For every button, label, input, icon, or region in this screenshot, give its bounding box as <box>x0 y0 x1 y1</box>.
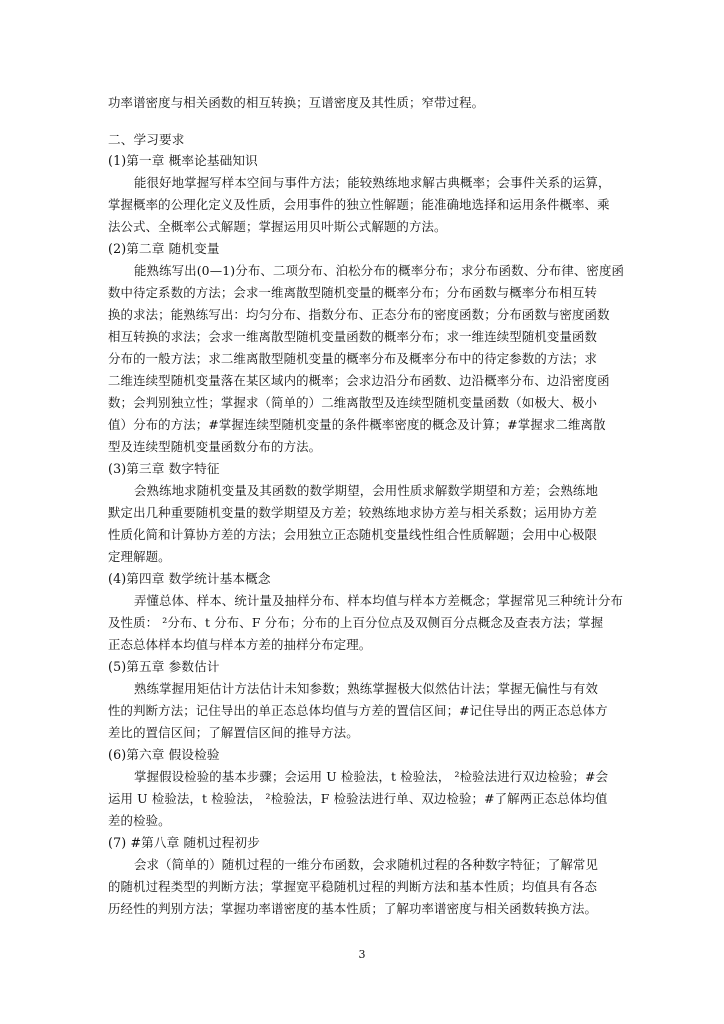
paragraph-line: 差的检验。 <box>108 813 171 828</box>
paragraph-line: 会求（简单的）随机过程的一维分布函数，会求随机过程的各种数字特征；了解常见 <box>134 857 599 872</box>
paragraph-line: 能熟练写出(0—1)分布、二项分布、泊松分布的概率分布；求分布函数、分布律、密度函 <box>134 263 625 278</box>
chapter-2-heading: (2)第二章 随机变量 <box>108 241 220 256</box>
paragraph-line: 的随机过程类型的判断方法；掌握宽平稳随机过程的判断方法和基本性质；均值具有各态 <box>108 879 598 894</box>
chapter-4-heading: (4)第四章 数学统计基本概念 <box>108 571 271 586</box>
page-number: 3 <box>358 948 366 961</box>
paragraph-line: 法公式、全概率公式解题；掌握运用贝叶斯公式解题的方法。 <box>108 219 447 234</box>
paragraph-line: 数中待定系数的方法；会求一维离散型随机变量的概率分布；分布函数与概率分布相互转 <box>108 285 598 300</box>
paragraph-line: 历经性的判别方法；掌握功率谱密度的基本性质；了解功率谱密度与相关函数转换方法。 <box>108 901 598 916</box>
paragraph-line: 定理解题。 <box>108 549 171 564</box>
paragraph-line: 掌握概率的公理化定义及性质，会用事件的独立性解题；能准确地选择和运用条件概率、乘 <box>108 197 610 212</box>
paragraph-line: 换的求法；能熟练写出：均匀分布、指数分布、正态分布的密度函数；分布函数与密度函数 <box>108 307 610 322</box>
paragraph-line: 数；会判别独立性；掌握求（简单的）二维离散型及连续型随机变量函数（如极大、极小 <box>108 395 598 410</box>
section-title: 二、学习要求 <box>108 132 185 147</box>
paragraph-line: 二维连续型随机变量落在某区域内的概率；会求边沿分布函数、边沿概率分布、边沿密度函 <box>108 373 610 388</box>
paragraph-line: 性质化简和计算协方差的方法；会用独立正态随机变量线性组合性质解题；会用中心极限 <box>108 527 598 542</box>
paragraph-line: 型及连续型随机变量函数分布的方法。 <box>108 439 322 454</box>
paragraph-line: 运用 U 检验法，t 检验法， ²检验法，F 检验法进行单、双边检验；#了解两正态总体均值 <box>108 791 608 806</box>
paragraph-line: 弄懂总体、样本、统计量及抽样分布、样本均值与样本方差概念；掌握常见三种统计分布 <box>134 593 624 608</box>
paragraph-line: 正态总体样本均值与样本方差的抽样分布定理。 <box>108 637 372 652</box>
paragraph-line: 默定出几种重要随机变量的数学期望及方差；较熟练地求协方差与相关系数；运用协方差 <box>108 505 598 520</box>
chapter-5-heading: (5)第五章 参数估计 <box>108 659 220 674</box>
chapter-1-heading: (1)第一章 概率论基础知识 <box>108 153 258 168</box>
paragraph-line: 性的判断方法；记住导出的单正态总体均值与方差的置信区间；#记住导出的两正态总体方 <box>108 703 608 718</box>
paragraph-line: 熟练掌握用矩估计方法估计未知参数；熟练掌握极大似然估计法；掌握无偏性与有效 <box>134 681 599 696</box>
paragraph-line: 掌握假设检验的基本步骤；会运用 U 检验法，t 检验法， ²检验法进行双边检验；#会 <box>134 769 609 784</box>
paragraph-line: 差比的置信区间；了解置信区间的推导方法。 <box>108 725 359 740</box>
paragraph-line: 及性质： ²分布、t 分布、F 分布；分布的上百分位点及双侧百分点概念及查表方法；掌握 <box>108 615 604 630</box>
paragraph-line: 值）分布的方法；#掌握连续型随机变量的条件概率密度的概念及计算；#掌握求二维离散 <box>108 417 606 432</box>
paragraph-line: 能很好地掌握写样本空间与事件方法；能较熟练地求解古典概率；会事件关系的运算， <box>134 175 611 190</box>
paragraph-line: 相互转换的求法；会求一维离散型随机变量函数的概率分布；求一维连续型随机变量函数 <box>108 329 598 344</box>
chapter-3-heading: (3)第三章 数字特征 <box>108 461 220 476</box>
chapter-6-heading: (6)第六章 假设检验 <box>108 747 220 762</box>
intro-line: 功率谱密度与相关函数的相互转换；互谱密度及其性质；窄带过程。 <box>108 95 485 110</box>
chapter-7-heading: (7) #第八章 随机过程初步 <box>108 835 260 850</box>
paragraph-line: 会熟练地求随机变量及其函数的数学期望，会用性质求解数学期望和方差；会熟练地 <box>134 483 599 498</box>
paragraph-line: 分布的一般方法；求二维离散型随机变量的概率分布及概率分布中的待定参数的方法；求 <box>108 351 598 366</box>
